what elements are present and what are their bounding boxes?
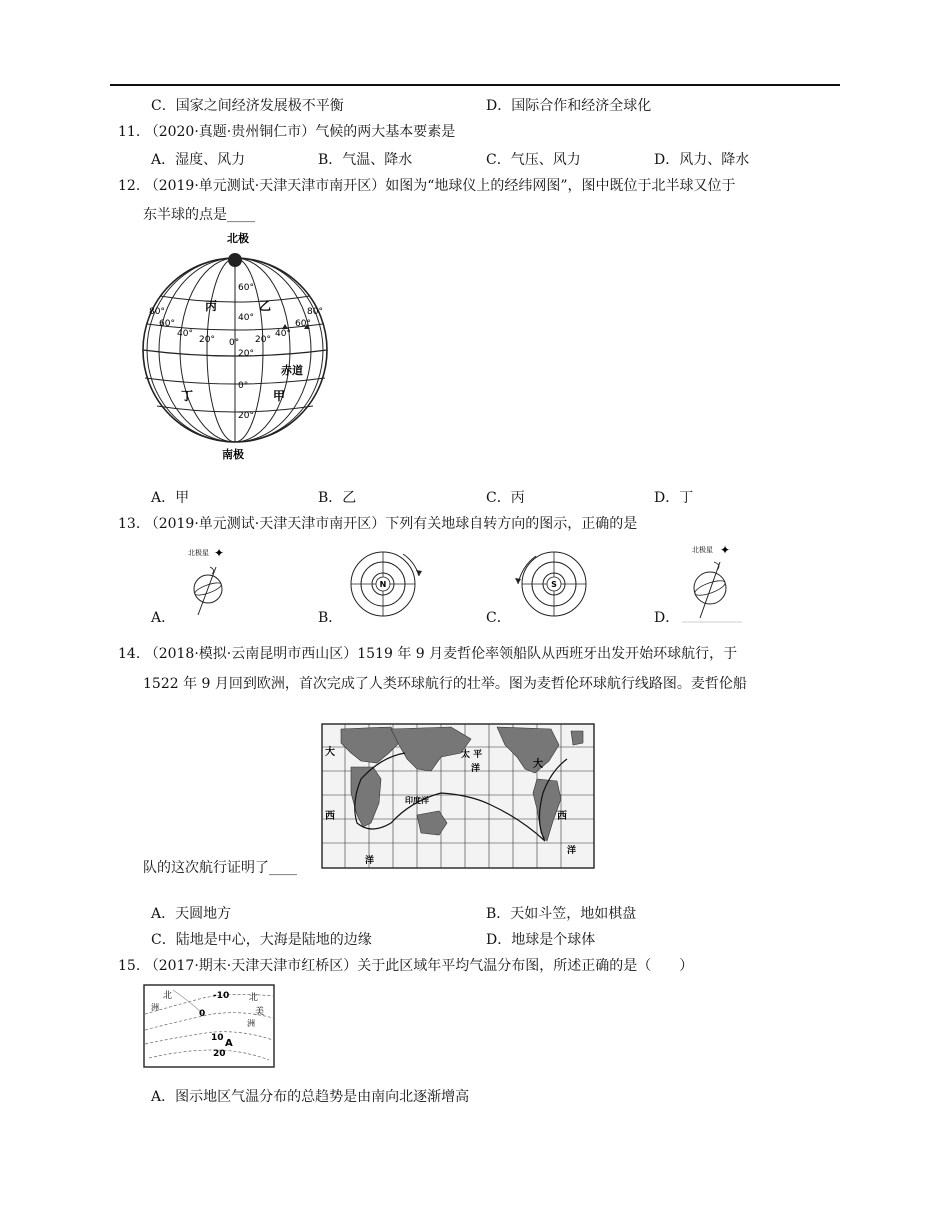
map-da2-label: 大	[533, 759, 543, 770]
point-bing-label: 丙	[205, 299, 218, 313]
q14-stem-line3: 队的这次航行证明了____	[143, 860, 297, 876]
q13-figure-b	[345, 548, 425, 620]
temp-map-zhou: 洲	[151, 1003, 159, 1012]
svg-text:✦: ✦	[720, 543, 731, 557]
lat-0-label: 0°	[238, 381, 249, 391]
q12-stem-line1: 12. （2019·单元测试·天津天津市南开区）如图为“地球仪上的经纬网图”，图中既位于北半球又位于	[118, 178, 736, 194]
magellan-route-map	[321, 723, 595, 869]
q13-figure-c	[512, 548, 592, 620]
q13-d-star-label: 北极星	[692, 546, 713, 554]
lon-60w-label: 60°	[159, 319, 175, 329]
q10-option-c[interactable]: C．国家之间经济发展极不平衡	[151, 98, 344, 114]
point-ding-label: 丁	[181, 389, 194, 403]
map-xi1-label: 西	[325, 811, 335, 822]
q14-option-a[interactable]: A．天圆地方	[151, 906, 232, 922]
q14-option-d[interactable]: D．地球是个球体	[486, 932, 596, 948]
q13-option-d[interactable]: D．	[654, 610, 680, 626]
lon-40w-label: 40°	[177, 329, 193, 339]
temp-map-zhou2: 洲	[247, 1019, 255, 1028]
q14-option-c[interactable]: C．陆地是中心，大海是陆地的边缘	[151, 932, 372, 948]
lat-60-label: 60°	[238, 283, 254, 293]
q13-figure-a	[182, 543, 242, 623]
lon-40e-label: 40°	[275, 329, 291, 339]
header-rule	[110, 84, 840, 86]
q13-figure-d	[680, 540, 744, 624]
svg-text:✦: ✦	[214, 546, 225, 560]
q12-option-b[interactable]: B．乙	[318, 490, 357, 506]
q13-option-b[interactable]: B．	[318, 610, 343, 626]
q13-option-c[interactable]: C．	[486, 610, 511, 626]
temp-map-bei2: 北	[249, 993, 259, 1003]
lon-0-label: 0°	[229, 338, 240, 348]
lat-20n-label: 20°	[238, 349, 254, 359]
map-yang-label: 洋	[471, 764, 481, 774]
lat-40-label: 40°	[238, 313, 254, 323]
map-da1-label: 大	[325, 747, 335, 758]
q11-stem: 11. （2020·真题·贵州铜仁市）气候的两大基本要素是	[118, 124, 456, 140]
q11-option-c[interactable]: C．气压、风力	[486, 152, 581, 168]
temp-map-mei: 美	[255, 1007, 265, 1017]
q13-stem: 13. （2019·单元测试·天津天津市南开区）下列有关地球自转方向的图示，正确的是	[118, 516, 638, 532]
map-yindu-label: 印度洋	[405, 796, 429, 805]
map-yang3-label: 洋	[567, 846, 577, 856]
globe-south-label: 南极	[222, 448, 244, 461]
lon-60e-label: 60°	[295, 319, 311, 329]
lon-80e-label: 80°	[307, 307, 323, 317]
q14-option-b[interactable]: B．天如斗笠，地如棋盘	[486, 906, 637, 922]
q12-option-a[interactable]: A．甲	[151, 490, 190, 506]
lat-20s-label: 20°	[238, 411, 254, 421]
temperature-distribution-map	[143, 984, 275, 1068]
q14-stem-line2: 1522 年 9 月回到欧洲，首次完成了人类环球航行的壮举。图为麦哲伦环球航行线路图。麦哲伦船	[143, 676, 747, 692]
q13-b-n-label: N	[379, 580, 387, 589]
globe-graticule-figure	[135, 228, 335, 464]
q10-option-d[interactable]: D．国际合作和经济全球化	[486, 98, 652, 114]
temp-map-a: A	[225, 1038, 233, 1049]
point-jia-label: 甲	[273, 389, 286, 403]
temp-map-twenty: 20	[213, 1049, 226, 1059]
q11-option-b[interactable]: B．气温、降水	[318, 152, 413, 168]
globe-north-label: 北极	[227, 232, 249, 245]
map-xi2-label: 西	[557, 811, 567, 822]
lon-20w-label: 20°	[199, 335, 215, 345]
temp-map-zero: 0	[199, 1009, 206, 1019]
q11-option-a[interactable]: A．湿度、风力	[151, 152, 246, 168]
equator-label: 赤道	[281, 364, 303, 377]
temp-map-ten: 10	[211, 1033, 224, 1043]
map-taiping-label: 太 平	[461, 750, 483, 760]
q12-option-d[interactable]: D．丁	[654, 490, 694, 506]
q11-option-d[interactable]: D．风力、降水	[654, 152, 750, 168]
lon-20e-label: 20°	[255, 335, 271, 345]
point-yi-label: 乙	[259, 299, 272, 313]
q13-c-s-label: S	[551, 580, 557, 589]
q14-stem-line1: 14. （2018·模拟·云南昆明市西山区）1519 年 9 月麦哲伦率领船队从西班牙出发开始环球航行，于	[118, 646, 738, 662]
temp-map-bei1: 北	[163, 991, 173, 1001]
q13-a-star-label: 北极星	[188, 549, 209, 557]
q15-stem: 15. （2017·期末·天津天津市红桥区）关于此区域年平均气温分布图，所述正确的是（ ）	[118, 958, 694, 974]
q12-stem-line2: 东半球的点是____	[143, 207, 255, 223]
lon-80w-label: 80°	[149, 307, 165, 317]
q12-option-c[interactable]: C．丙	[486, 490, 525, 506]
map-yang2-label: 洋	[365, 856, 375, 866]
temp-map-m10: -10	[213, 991, 230, 1001]
q13-option-a[interactable]: A．	[151, 610, 176, 626]
q15-option-a[interactable]: A．图示地区气温分布的总趋势是由南向北逐渐增高	[151, 1089, 470, 1105]
